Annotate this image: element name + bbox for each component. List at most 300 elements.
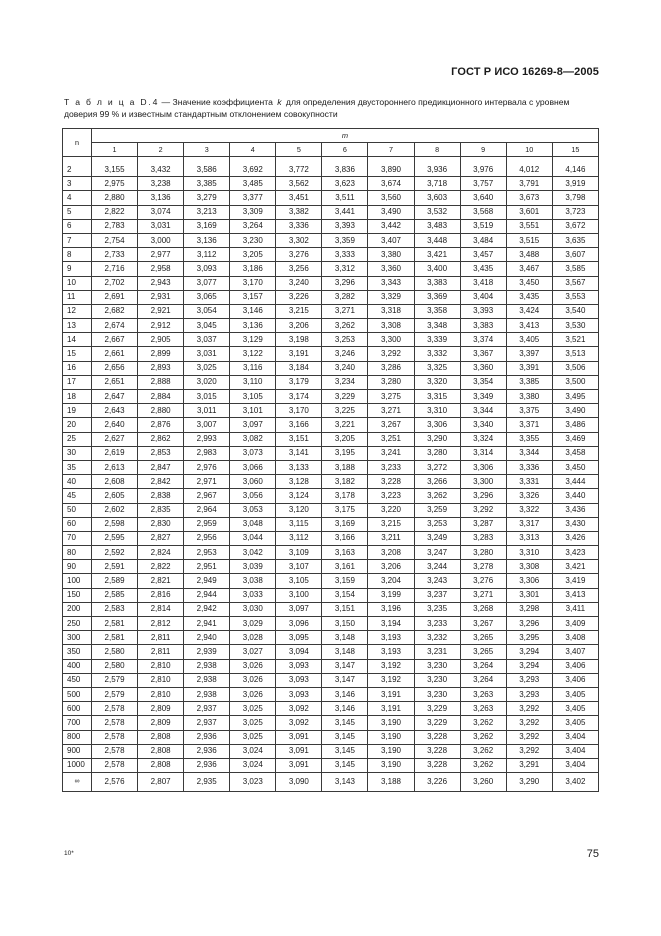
value-cell: 3,515 xyxy=(506,233,552,247)
column-header: 4 xyxy=(230,143,276,157)
value-cell: 3,193 xyxy=(368,645,414,659)
value-cell: 3,367 xyxy=(460,347,506,361)
value-cell: 3,486 xyxy=(552,418,598,432)
value-cell: 3,490 xyxy=(552,404,598,418)
value-cell: 3,336 xyxy=(276,219,322,233)
value-cell: 3,115 xyxy=(276,517,322,531)
row-n-cell: 10 xyxy=(63,276,92,290)
value-cell: 2,939 xyxy=(184,645,230,659)
value-cell: 3,264 xyxy=(460,659,506,673)
value-cell: 2,816 xyxy=(138,588,184,602)
value-cell: 3,024 xyxy=(230,758,276,772)
value-cell: 3,031 xyxy=(138,219,184,233)
value-cell: 3,511 xyxy=(322,191,368,205)
value-cell: 3,306 xyxy=(506,574,552,588)
value-cell: 3,339 xyxy=(414,333,460,347)
value-cell: 3,302 xyxy=(276,233,322,247)
value-cell: 3,450 xyxy=(552,460,598,474)
value-cell: 3,136 xyxy=(138,191,184,205)
value-cell: 3,296 xyxy=(506,617,552,631)
value-cell: 2,809 xyxy=(138,702,184,716)
value-cell: 2,674 xyxy=(92,319,138,333)
value-cell: 3,292 xyxy=(506,744,552,758)
value-cell: 3,048 xyxy=(230,517,276,531)
value-cell: 3,146 xyxy=(322,702,368,716)
row-n-cell: 90 xyxy=(63,560,92,574)
value-cell: 3,423 xyxy=(552,546,598,560)
value-cell: 2,862 xyxy=(138,432,184,446)
value-cell: 3,603 xyxy=(414,191,460,205)
column-header: 3 xyxy=(184,143,230,157)
value-cell: 3,025 xyxy=(230,702,276,716)
value-cell: 3,432 xyxy=(138,163,184,177)
table-row xyxy=(63,319,599,333)
table-row xyxy=(63,219,599,233)
table-row xyxy=(63,702,599,716)
value-cell: 3,241 xyxy=(368,446,414,460)
value-cell: 3,265 xyxy=(460,631,506,645)
caption-text-after: для определения двустороннего предикционного интервала с уровнем доверия 99 % и известным стандартным отклонением совокупности xyxy=(64,97,570,119)
value-cell: 3,267 xyxy=(460,617,506,631)
value-cell: 2,936 xyxy=(184,730,230,744)
value-cell: 3,223 xyxy=(368,489,414,503)
value-cell: 3,292 xyxy=(368,347,414,361)
value-cell: 3,413 xyxy=(506,319,552,333)
value-cell: 3,233 xyxy=(414,617,460,631)
value-cell: 3,382 xyxy=(276,205,322,219)
value-cell: 3,278 xyxy=(460,560,506,574)
value-cell: 2,702 xyxy=(92,276,138,290)
value-cell: 3,308 xyxy=(368,319,414,333)
value-cell: 2,807 xyxy=(138,773,184,792)
value-cell: 3,404 xyxy=(552,744,598,758)
table-row xyxy=(63,687,599,701)
value-cell: 3,015 xyxy=(184,390,230,404)
table-row xyxy=(63,262,599,276)
row-n-cell: 800 xyxy=(63,730,92,744)
value-cell: 3,262 xyxy=(460,744,506,758)
value-cell: 3,091 xyxy=(276,758,322,772)
value-cell: 3,226 xyxy=(414,773,460,792)
value-cell: 3,451 xyxy=(276,191,322,205)
value-cell: 3,228 xyxy=(368,475,414,489)
value-cell: 2,667 xyxy=(92,333,138,347)
value-cell: 2,953 xyxy=(184,546,230,560)
value-cell: 3,623 xyxy=(322,177,368,191)
table-row xyxy=(63,716,599,730)
value-cell: 3,919 xyxy=(552,177,598,191)
value-cell: 3,259 xyxy=(414,503,460,517)
column-header: 2 xyxy=(138,143,184,157)
value-cell: 3,282 xyxy=(322,290,368,304)
value-cell: 2,578 xyxy=(92,758,138,772)
value-cell: 3,405 xyxy=(552,716,598,730)
value-cell: 3,143 xyxy=(322,773,368,792)
value-cell: 2,811 xyxy=(138,631,184,645)
table-row xyxy=(63,489,599,503)
value-cell: 3,095 xyxy=(276,631,322,645)
value-cell: 3,116 xyxy=(230,361,276,375)
table-row xyxy=(63,546,599,560)
value-cell: 2,977 xyxy=(138,248,184,262)
value-cell: 3,275 xyxy=(368,390,414,404)
value-cell: 2,591 xyxy=(92,560,138,574)
value-cell: 3,221 xyxy=(322,418,368,432)
value-cell: 3,519 xyxy=(460,219,506,233)
value-cell: 3,418 xyxy=(460,276,506,290)
table-row xyxy=(63,163,599,177)
value-cell: 3,836 xyxy=(322,163,368,177)
value-cell: 3,359 xyxy=(322,233,368,247)
value-cell: 3,385 xyxy=(184,177,230,191)
value-cell: 3,349 xyxy=(460,390,506,404)
value-cell: 3,150 xyxy=(322,617,368,631)
value-cell: 2,935 xyxy=(184,773,230,792)
value-cell: 3,406 xyxy=(552,659,598,673)
value-cell: 3,170 xyxy=(230,276,276,290)
value-cell: 3,298 xyxy=(506,602,552,616)
value-cell: 3,220 xyxy=(368,503,414,517)
row-n-cell: 600 xyxy=(63,702,92,716)
value-cell: 3,306 xyxy=(460,460,506,474)
value-cell: 3,042 xyxy=(230,546,276,560)
row-n-cell: 80 xyxy=(63,546,92,560)
value-cell: 3,393 xyxy=(460,304,506,318)
value-cell: 2,943 xyxy=(138,276,184,290)
value-cell: 2,811 xyxy=(138,645,184,659)
value-cell: 3,029 xyxy=(230,617,276,631)
value-cell: 3,300 xyxy=(368,333,414,347)
value-cell: 3,147 xyxy=(322,673,368,687)
value-cell: 3,188 xyxy=(322,460,368,474)
value-cell: 3,406 xyxy=(552,673,598,687)
value-cell: 3,235 xyxy=(414,602,460,616)
value-cell: 3,310 xyxy=(414,404,460,418)
value-cell: 3,586 xyxy=(184,163,230,177)
value-cell: 3,404 xyxy=(460,290,506,304)
value-cell: 3,030 xyxy=(230,602,276,616)
value-cell: 3,025 xyxy=(230,716,276,730)
value-cell: 2,602 xyxy=(92,503,138,517)
table-row xyxy=(63,276,599,290)
value-cell: 3,791 xyxy=(506,177,552,191)
value-cell: 2,812 xyxy=(138,617,184,631)
value-cell: 2,821 xyxy=(138,574,184,588)
value-cell: 3,385 xyxy=(506,375,552,389)
value-cell: 3,320 xyxy=(414,375,460,389)
value-cell: 3,672 xyxy=(552,219,598,233)
table-row xyxy=(63,631,599,645)
row-n-cell: 8 xyxy=(63,248,92,262)
table-row xyxy=(63,460,599,474)
value-cell: 3,229 xyxy=(414,702,460,716)
value-cell: 3,458 xyxy=(552,446,598,460)
value-cell: 3,027 xyxy=(230,645,276,659)
value-cell: 3,723 xyxy=(552,205,598,219)
value-cell: 3,262 xyxy=(460,730,506,744)
table-row xyxy=(63,659,599,673)
value-cell: 3,253 xyxy=(322,333,368,347)
row-n-cell: 18 xyxy=(63,390,92,404)
value-cell: 3,024 xyxy=(230,744,276,758)
value-cell: 3,096 xyxy=(276,617,322,631)
value-cell: 2,589 xyxy=(92,574,138,588)
value-cell: 3,246 xyxy=(322,347,368,361)
value-cell: 3,490 xyxy=(368,205,414,219)
value-cell: 3,393 xyxy=(322,219,368,233)
row-n-cell: 19 xyxy=(63,404,92,418)
table-row xyxy=(63,446,599,460)
value-cell: 3,230 xyxy=(414,687,460,701)
row-n-cell: 300 xyxy=(63,631,92,645)
value-cell: 3,112 xyxy=(276,531,322,545)
value-cell: 2,884 xyxy=(138,390,184,404)
value-cell: 3,326 xyxy=(506,489,552,503)
value-cell: 3,092 xyxy=(276,716,322,730)
value-cell: 3,175 xyxy=(322,503,368,517)
table-row xyxy=(63,404,599,418)
value-cell: 3,213 xyxy=(184,205,230,219)
value-cell: 3,293 xyxy=(506,687,552,701)
value-cell: 3,136 xyxy=(230,319,276,333)
value-cell: 3,276 xyxy=(460,574,506,588)
value-cell: 3,424 xyxy=(506,304,552,318)
value-cell: 3,286 xyxy=(368,361,414,375)
value-cell: 2,835 xyxy=(138,503,184,517)
value-cell: 3,294 xyxy=(506,645,552,659)
value-cell: 2,578 xyxy=(92,702,138,716)
value-cell: 3,011 xyxy=(184,404,230,418)
value-cell: 3,560 xyxy=(368,191,414,205)
value-cell: 3,532 xyxy=(414,205,460,219)
value-cell: 3,375 xyxy=(506,404,552,418)
value-cell: 3,358 xyxy=(414,304,460,318)
value-cell: 2,592 xyxy=(92,546,138,560)
value-cell: 2,888 xyxy=(138,375,184,389)
value-cell: 3,262 xyxy=(414,489,460,503)
value-cell: 3,233 xyxy=(368,460,414,474)
value-cell: 3,109 xyxy=(276,546,322,560)
value-cell: 2,809 xyxy=(138,716,184,730)
infinity-row xyxy=(63,773,599,792)
value-cell: 3,551 xyxy=(506,219,552,233)
value-cell: 3,206 xyxy=(368,560,414,574)
value-cell: 3,215 xyxy=(276,304,322,318)
value-cell: 3,053 xyxy=(230,503,276,517)
value-cell: 3,163 xyxy=(322,546,368,560)
table-row xyxy=(63,418,599,432)
value-cell: 3,348 xyxy=(414,319,460,333)
value-cell: 2,949 xyxy=(184,574,230,588)
table-row xyxy=(63,432,599,446)
value-cell: 3,056 xyxy=(230,489,276,503)
value-cell: 3,025 xyxy=(184,361,230,375)
value-cell: 3,283 xyxy=(460,531,506,545)
value-cell: 2,810 xyxy=(138,687,184,701)
value-cell: 3,312 xyxy=(322,262,368,276)
footnote: 10* xyxy=(64,850,74,857)
value-cell: 2,576 xyxy=(92,773,138,792)
value-cell: 3,469 xyxy=(552,432,598,446)
value-cell: 3,408 xyxy=(552,631,598,645)
value-cell: 2,580 xyxy=(92,659,138,673)
row-n-cell: 7 xyxy=(63,233,92,247)
value-cell: 3,300 xyxy=(460,475,506,489)
value-cell: 3,308 xyxy=(506,560,552,574)
value-cell: 2,938 xyxy=(184,673,230,687)
value-cell: 3,448 xyxy=(414,233,460,247)
value-cell: 3,521 xyxy=(552,333,598,347)
value-cell: 3,405 xyxy=(506,333,552,347)
value-cell: 3,133 xyxy=(276,460,322,474)
value-cell: 2,853 xyxy=(138,446,184,460)
value-cell: 3,023 xyxy=(230,773,276,792)
row-n-cell: 450 xyxy=(63,673,92,687)
value-cell: 3,377 xyxy=(230,191,276,205)
value-cell: 2,993 xyxy=(184,432,230,446)
value-cell: 4,146 xyxy=(552,163,598,177)
value-cell: 2,931 xyxy=(138,290,184,304)
n-header: n xyxy=(63,129,92,157)
value-cell: 2,893 xyxy=(138,361,184,375)
value-cell: 3,199 xyxy=(368,588,414,602)
value-cell: 3,026 xyxy=(230,659,276,673)
value-cell: 3,310 xyxy=(506,546,552,560)
value-cell: 3,112 xyxy=(184,248,230,262)
value-cell: 2,964 xyxy=(184,503,230,517)
value-cell: 2,938 xyxy=(184,687,230,701)
value-cell: 3,045 xyxy=(184,319,230,333)
value-cell: 3,060 xyxy=(230,475,276,489)
value-cell: 2,959 xyxy=(184,517,230,531)
value-cell: 3,383 xyxy=(460,319,506,333)
value-cell: 3,272 xyxy=(414,460,460,474)
row-n-cell: 100 xyxy=(63,574,92,588)
value-cell: 3,426 xyxy=(552,531,598,545)
value-cell: 3,340 xyxy=(460,418,506,432)
value-cell: 3,247 xyxy=(414,546,460,560)
value-cell: 3,585 xyxy=(552,262,598,276)
value-cell: 3,371 xyxy=(506,418,552,432)
value-cell: 3,513 xyxy=(552,347,598,361)
value-cell: 3,129 xyxy=(230,333,276,347)
value-cell: 2,647 xyxy=(92,390,138,404)
value-cell: 3,229 xyxy=(322,390,368,404)
value-cell: 3,124 xyxy=(276,489,322,503)
value-cell: 2,583 xyxy=(92,602,138,616)
value-cell: 3,530 xyxy=(552,319,598,333)
value-cell: 2,656 xyxy=(92,361,138,375)
table-row xyxy=(63,375,599,389)
row-n-cell: ∞ xyxy=(63,773,92,792)
value-cell: 3,251 xyxy=(368,432,414,446)
value-cell: 3,264 xyxy=(460,673,506,687)
row-n-cell: 2 xyxy=(63,163,92,177)
value-cell: 3,718 xyxy=(414,177,460,191)
value-cell: 3,640 xyxy=(460,191,506,205)
value-cell: 3,192 xyxy=(368,659,414,673)
value-cell: 3,332 xyxy=(414,347,460,361)
value-cell: 3,343 xyxy=(368,276,414,290)
value-cell: 3,148 xyxy=(322,631,368,645)
value-cell: 3,093 xyxy=(276,673,322,687)
value-cell: 3,442 xyxy=(368,219,414,233)
value-cell: 3,122 xyxy=(230,347,276,361)
value-cell: 3,038 xyxy=(230,574,276,588)
value-cell: 3,190 xyxy=(368,716,414,730)
value-cell: 2,808 xyxy=(138,730,184,744)
value-cell: 2,956 xyxy=(184,531,230,545)
row-n-cell: 60 xyxy=(63,517,92,531)
value-cell: 3,404 xyxy=(552,758,598,772)
value-cell: 2,627 xyxy=(92,432,138,446)
value-cell: 3,028 xyxy=(230,631,276,645)
value-cell: 3,409 xyxy=(552,617,598,631)
value-cell: 3,148 xyxy=(322,645,368,659)
value-cell: 2,938 xyxy=(184,659,230,673)
coefficient-table xyxy=(62,128,599,792)
value-cell: 3,253 xyxy=(414,517,460,531)
row-n-cell: 15 xyxy=(63,347,92,361)
row-n-cell: 16 xyxy=(63,361,92,375)
value-cell: 3,232 xyxy=(414,631,460,645)
value-cell: 3,336 xyxy=(506,460,552,474)
value-cell: 3,292 xyxy=(506,702,552,716)
value-cell: 3,271 xyxy=(460,588,506,602)
value-cell: 2,578 xyxy=(92,744,138,758)
value-cell: 2,905 xyxy=(138,333,184,347)
value-cell: 2,899 xyxy=(138,347,184,361)
value-cell: 2,754 xyxy=(92,233,138,247)
value-cell: 3,161 xyxy=(322,560,368,574)
value-cell: 3,155 xyxy=(92,163,138,177)
value-cell: 3,196 xyxy=(368,602,414,616)
table-row xyxy=(63,560,599,574)
value-cell: 3,195 xyxy=(322,446,368,460)
value-cell: 2,808 xyxy=(138,744,184,758)
value-cell: 2,842 xyxy=(138,475,184,489)
value-cell: 2,783 xyxy=(92,219,138,233)
table-row xyxy=(63,248,599,262)
value-cell: 3,193 xyxy=(368,631,414,645)
value-cell: 3,105 xyxy=(230,390,276,404)
value-cell: 3,306 xyxy=(414,418,460,432)
value-cell: 2,912 xyxy=(138,319,184,333)
value-cell: 3,147 xyxy=(322,659,368,673)
table-row xyxy=(63,361,599,375)
value-cell: 3,145 xyxy=(322,758,368,772)
value-cell: 3,271 xyxy=(322,304,368,318)
value-cell: 3,404 xyxy=(552,730,598,744)
column-header: 6 xyxy=(322,143,368,157)
value-cell: 3,292 xyxy=(506,716,552,730)
value-cell: 3,145 xyxy=(322,744,368,758)
value-cell: 3,151 xyxy=(276,432,322,446)
value-cell: 3,290 xyxy=(414,432,460,446)
value-cell: 3,380 xyxy=(506,390,552,404)
value-cell: 3,166 xyxy=(276,418,322,432)
value-cell: 3,094 xyxy=(276,645,322,659)
value-cell: 3,331 xyxy=(506,475,552,489)
value-cell: 2,942 xyxy=(184,602,230,616)
column-header: 8 xyxy=(414,143,460,157)
value-cell: 3,976 xyxy=(460,163,506,177)
value-cell: 3,488 xyxy=(506,248,552,262)
value-cell: 3,228 xyxy=(414,758,460,772)
value-cell: 3,191 xyxy=(276,347,322,361)
value-cell: 3,231 xyxy=(414,645,460,659)
table-row xyxy=(63,744,599,758)
